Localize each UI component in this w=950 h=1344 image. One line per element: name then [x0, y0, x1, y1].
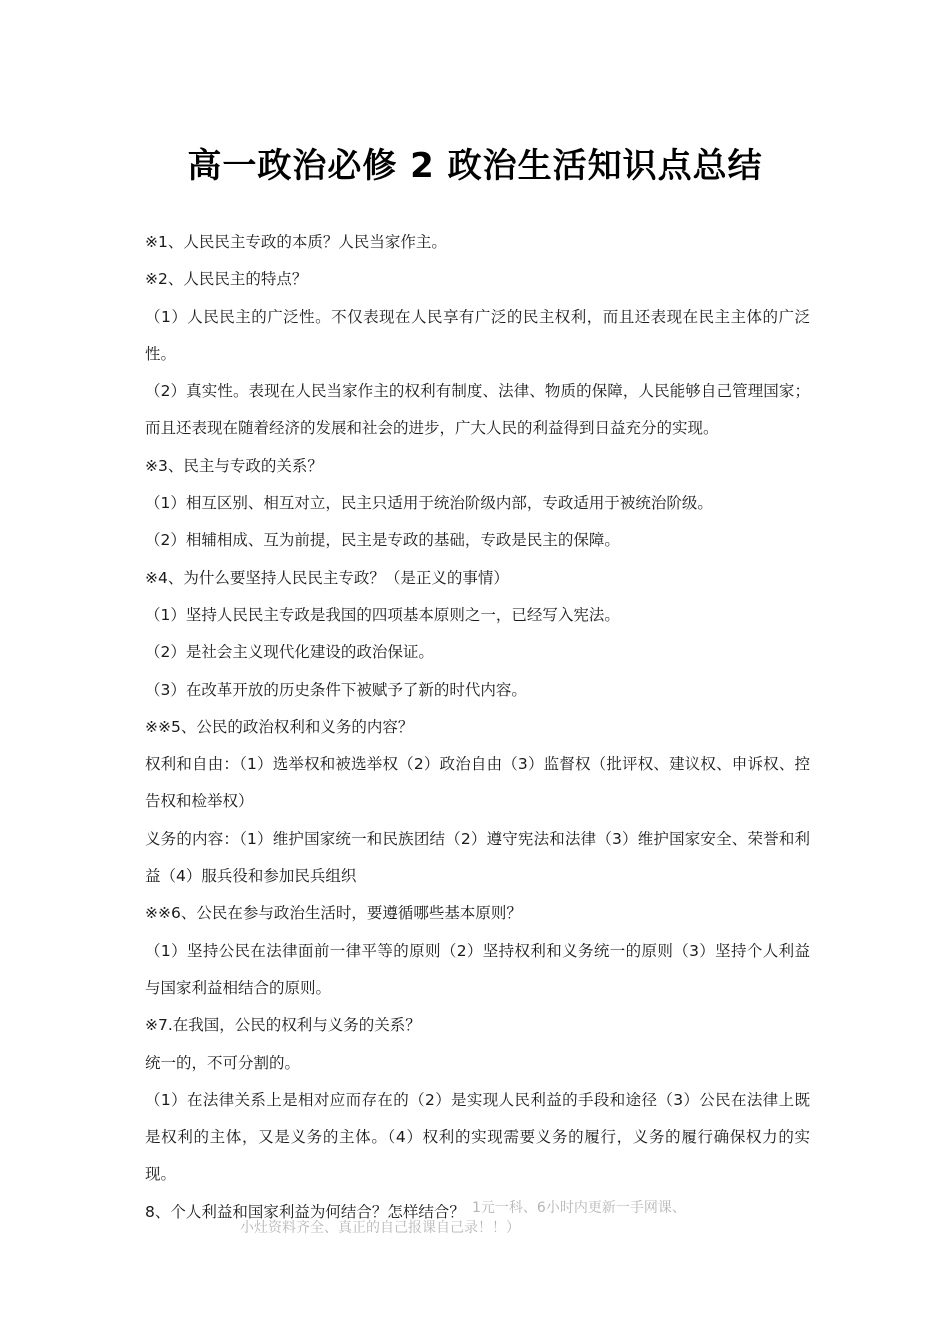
paragraph: ※7.在我国，公民的权利与义务的关系？ [145, 1016, 421, 1035]
paragraph: 8、个人利益和国家利益为何结合？怎样结合？ [145, 1202, 465, 1221]
paragraph: ※※5、公民的政治权利和义务的内容？ [145, 717, 414, 736]
paragraph: 统一的，不可分割的。 [145, 1053, 301, 1072]
paragraph: （3）在改革开放的历史条件下被赋予了新的时代内容。 [145, 680, 527, 699]
paragraph: ※2、人民民主的特点？ [145, 270, 308, 289]
paragraph: （1）在法律关系上是相对应而存在的（2）是实现人民利益的手段和途径（3）公民在法律上既是权利的主体，又是义务的主体。（4）权利的实现需要义务的履行，义务的履行确保权力的实现。 [145, 1090, 810, 1184]
watermark-overlay [240, 1198, 760, 1238]
paragraph: 义务的内容：（1）维护国家统一和民族团结（2）遵守宪法和法律（3）维护国家安全、荣誉和利益（4）服兵役和参加民兵组织 [145, 829, 810, 886]
paragraph: （1）人民民主的广泛性。不仅表现在人民享有广泛的民主权利，而且还表现在民主主体的广泛性。 [145, 307, 810, 363]
page-title: 高一政治必修 2 政治生活知识点总结 [187, 146, 763, 186]
watermark-line: 1元一科、6小时内更新一手网课、 [472, 1200, 686, 1216]
paragraph: （1）坚持公民在法律面前一律平等的原则（2）坚持权利和义务统一的原则（3）坚持个人利益与国家利益相结合的原则。 [145, 941, 810, 997]
document-body [145, 224, 810, 1231]
paragraph: （2）是社会主义现代化建设的政治保证。 [145, 643, 434, 662]
paragraph: ※3、民主与专政的关系？ [145, 456, 323, 475]
paragraph: ※1、人民民主专政的本质？人民当家作主。 [145, 233, 447, 251]
paragraph: （2）相辅相成、互为前提，民主是专政的基础，专政是民主的保障。 [145, 531, 620, 550]
paragraph: （1）坚持人民民主专政是我国的四项基本原则之一，已经写入宪法。 [145, 605, 620, 624]
paragraph: 权利和自由：（1）选举权和被选举权（2）政治自由（3）监督权（批评权、建议权、申诉权、控告权和检举权） [145, 755, 810, 811]
paragraph: ※4、为什么要坚持人民民主专政？（是正义的事情） [145, 568, 509, 587]
paragraph: （1）相互区别、相互对立，民主只适用于统治阶级内部，专政适用于被统治阶级。 [145, 494, 713, 513]
watermark-line: 小灶资料齐全、真正的自己报课自己录！！） [240, 1220, 520, 1236]
paragraph: （2）真实性。表现在人民当家作主的权利有制度、法律、物质的保障，人民能够自己管理国家；而且还表现在随着经济的发展和社会的进步，广大人民的利益得到日益充分的实现。 [145, 382, 810, 438]
paragraph: ※※6、公民在参与政治生活时，要遵循哪些基本原则？ [145, 904, 522, 923]
